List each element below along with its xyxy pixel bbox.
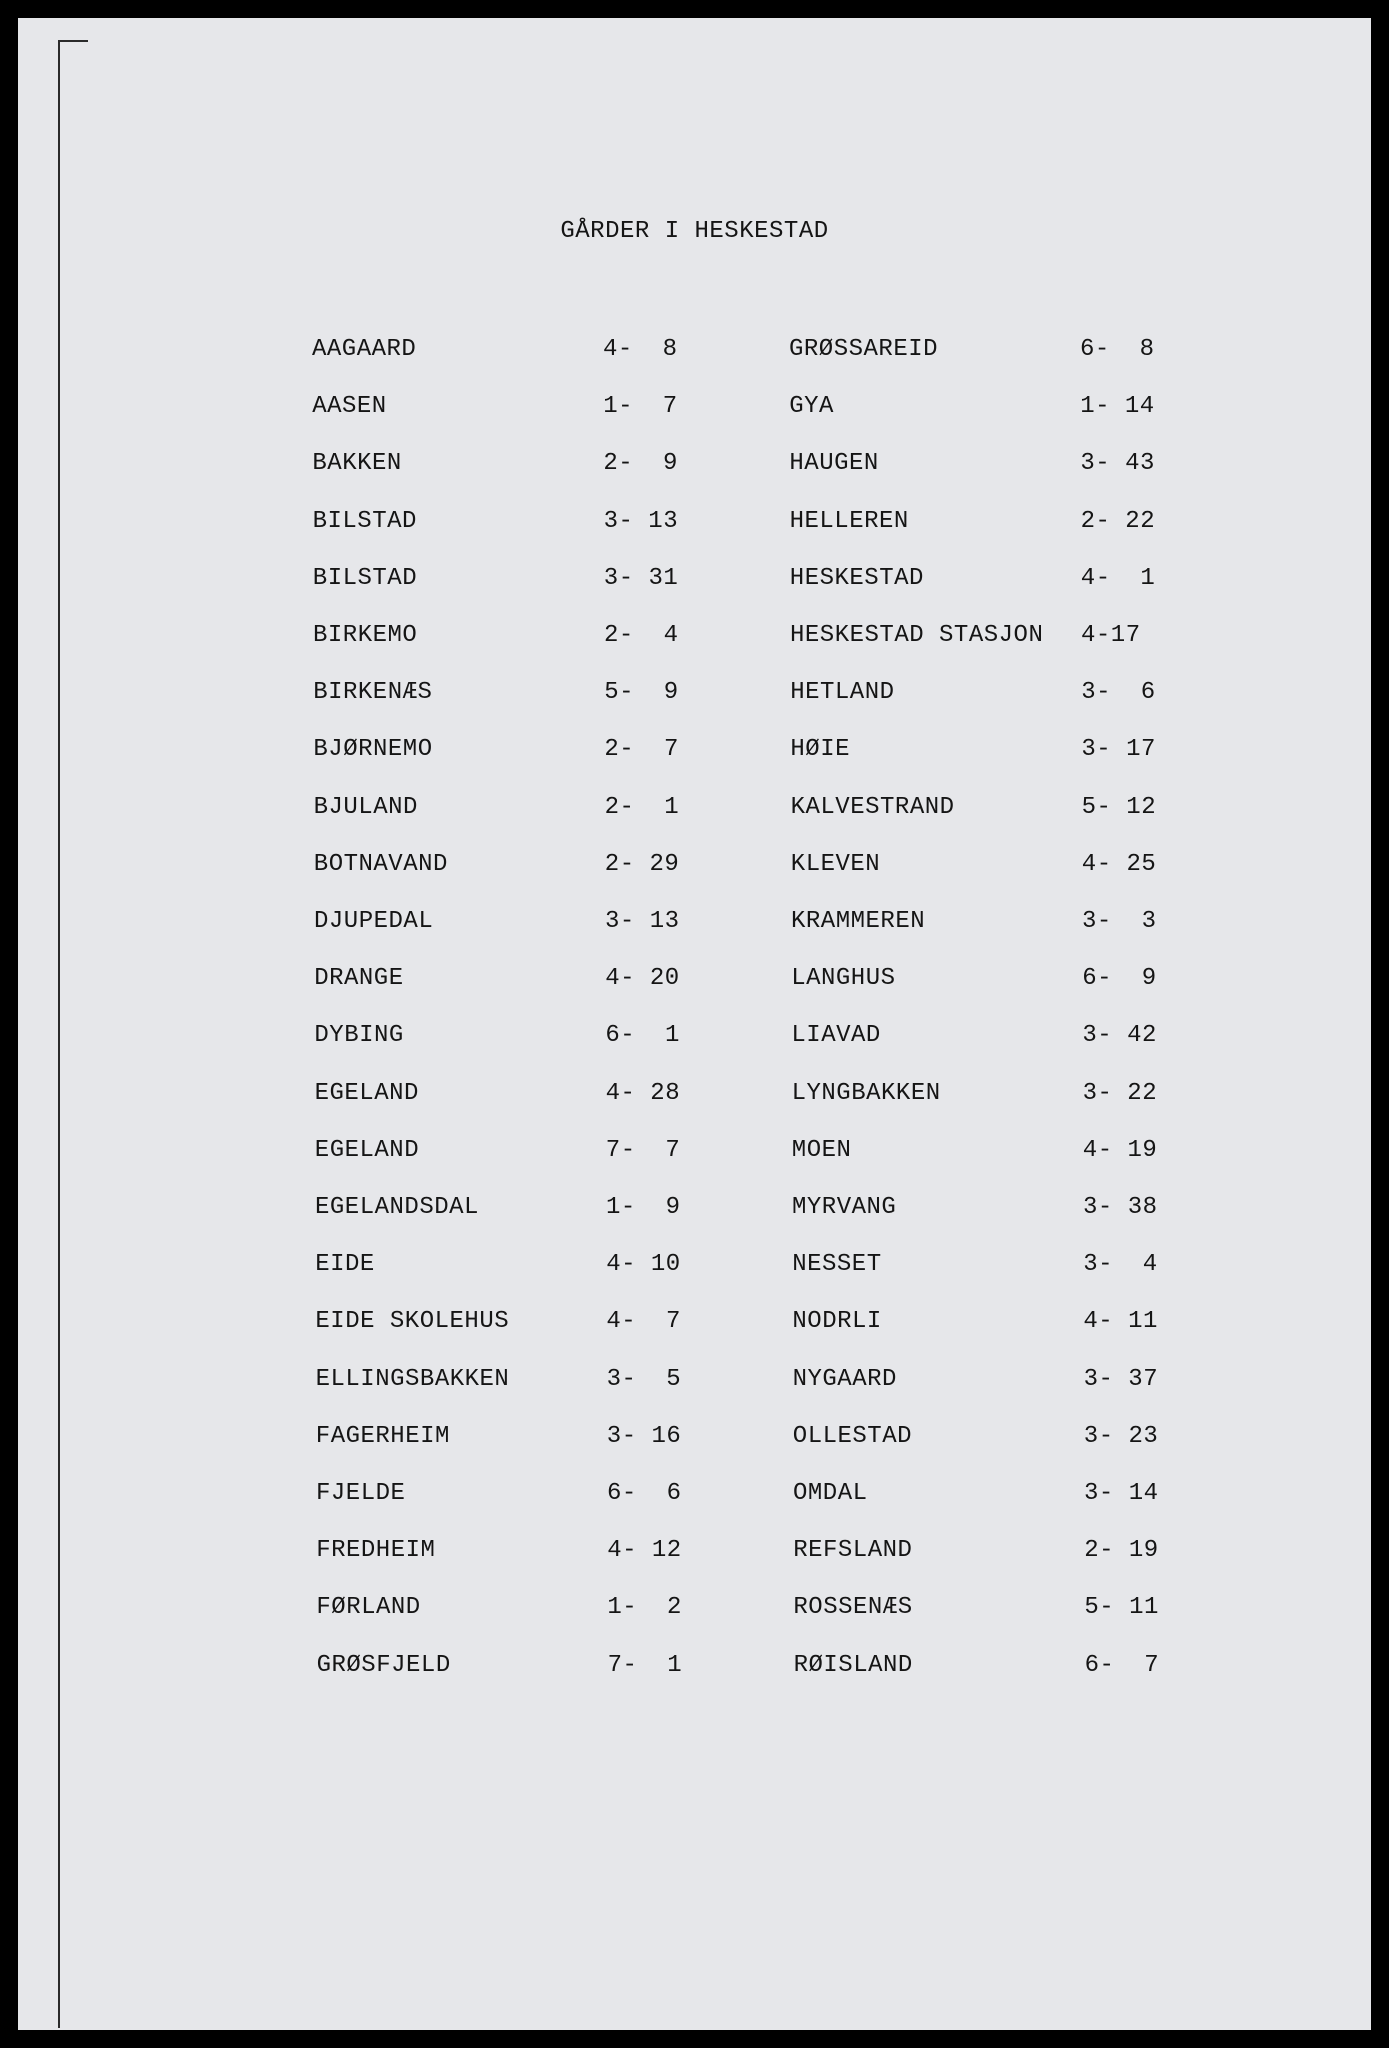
farm-reference-number: 1- 14: [1080, 393, 1155, 421]
farm-reference-number: 4- 12: [607, 1537, 682, 1565]
farm-reference-number: 3- 22: [1082, 1079, 1158, 1107]
farm-name: BIRKENÆS: [313, 679, 433, 707]
farm-name: EGELAND: [314, 1079, 419, 1107]
farm-reference-number: 4- 28: [605, 1079, 681, 1107]
farm-name: LANGHUS: [791, 965, 896, 993]
farm-reference-number: 4- 7: [606, 1308, 681, 1336]
farm-name: KLEVEN: [790, 850, 881, 878]
farm-reference-number: 4- 25: [1081, 850, 1157, 878]
farm-name: EIDE: [315, 1251, 375, 1279]
farm-reference-number: 2- 19: [1084, 1537, 1159, 1565]
farm-reference-number: 5- 11: [1084, 1594, 1159, 1622]
farm-reference-number: 4- 11: [1083, 1308, 1158, 1336]
farm-name: DYBING: [314, 1022, 404, 1050]
farm-name: FREDHEIM: [316, 1537, 436, 1565]
farm-reference-number: 3- 23: [1083, 1422, 1159, 1450]
farm-name: HELLEREN: [789, 507, 909, 535]
farm-reference-number: 2- 7: [604, 736, 679, 764]
farm-reference-number: 3- 37: [1083, 1365, 1159, 1393]
farm-name: LYNGBAKKEN: [791, 1079, 941, 1107]
farm-reference-number: 2- 9: [603, 450, 678, 478]
farm-reference-number: 1- 9: [606, 1194, 681, 1221]
farm-reference-number: 5- 12: [1081, 793, 1157, 821]
farm-name: BJULAND: [313, 793, 418, 821]
farm-name: NESSET: [792, 1251, 882, 1279]
farm-name: HETLAND: [790, 679, 895, 707]
farm-reference-number: 3- 3: [1082, 908, 1157, 935]
farm-name: EIDE SKOLEHUS: [315, 1308, 510, 1336]
farm-reference-number: 4- 1: [1080, 564, 1156, 592]
page-left-edge-line: [58, 40, 60, 2028]
farm-reference-number: 3- 5: [606, 1365, 682, 1393]
farm-reference-number: 3- 16: [606, 1422, 682, 1450]
farm-reference-number: 7- 1: [607, 1651, 683, 1679]
farm-name: GRØSSAREID: [789, 336, 939, 363]
farm-reference-number: 4- 20: [605, 965, 680, 993]
farm-name: KRAMMEREN: [791, 908, 926, 935]
farm-reference-number: 5- 9: [604, 679, 679, 707]
farm-reference-number: 3- 38: [1083, 1194, 1158, 1221]
farm-name: MOEN: [791, 1136, 852, 1164]
farm-reference-number: 3- 13: [603, 507, 679, 535]
farm-name: EGELANDSDAL: [315, 1194, 479, 1221]
farm-name: FØRLAND: [316, 1594, 421, 1622]
farm-name: LIAVAD: [791, 1022, 881, 1050]
farm-reference-number: 3- 13: [605, 908, 680, 935]
farm-reference-number: 2- 22: [1080, 507, 1156, 535]
farm-name: FJELDE: [316, 1480, 406, 1507]
page-title: GÅRDER I HESKESTAD: [560, 218, 829, 245]
farm-reference-number: 3- 43: [1080, 450, 1155, 478]
farm-reference-number: 3- 4: [1083, 1251, 1158, 1279]
farm-reference-number: 3- 14: [1084, 1480, 1159, 1507]
farm-reference-number: 2- 4: [604, 622, 679, 649]
farm-name: DJUPEDAL: [314, 908, 434, 935]
farm-name: ROSSENÆS: [793, 1594, 913, 1622]
farm-reference-number: 6- 7: [1084, 1651, 1160, 1679]
farm-name: MYRVANG: [792, 1194, 897, 1221]
farm-name: AASEN: [312, 393, 387, 421]
farm-reference-number: 2- 29: [604, 850, 680, 878]
farm-reference-number: 4-17: [1081, 622, 1141, 649]
farm-name: BILSTAD: [312, 507, 417, 535]
farm-name: NODRLI: [792, 1308, 882, 1336]
farm-reference-number: 6- 6: [607, 1480, 682, 1507]
page-top-corner-mark: [58, 40, 88, 42]
farm-name: OLLESTAD: [792, 1422, 913, 1450]
farm-name: HAUGEN: [789, 450, 879, 478]
farm-reference-number: 1- 7: [603, 393, 678, 421]
farm-name: REFSLAND: [793, 1537, 913, 1565]
farm-name: AAGAARD: [312, 336, 417, 363]
farm-reference-number: 6- 1: [605, 1022, 680, 1050]
farm-reference-number: 4- 10: [606, 1251, 681, 1279]
farm-reference-number: 4- 8: [603, 336, 678, 363]
farm-reference-number: 3- 6: [1081, 679, 1156, 707]
farm-name: FAGERHEIM: [315, 1422, 450, 1450]
farm-name: HESKESTAD STASJON: [790, 622, 1044, 649]
farm-reference-number: 6- 9: [1082, 965, 1157, 993]
farm-reference-number: 7- 7: [605, 1136, 681, 1164]
farm-reference-number: 2- 1: [604, 793, 680, 821]
farm-reference-number: 6- 8: [1080, 336, 1155, 363]
farm-name: BIRKEMO: [313, 622, 418, 649]
farm-name: BJØRNEMO: [313, 736, 433, 764]
farm-name: OMDAL: [793, 1480, 868, 1507]
farm-name: DRANGE: [314, 965, 404, 993]
farm-name: GRØSFJELD: [316, 1651, 451, 1679]
farm-name: ELLINGSBAKKEN: [315, 1365, 510, 1393]
farm-name: KALVESTRAND: [790, 793, 955, 821]
farm-name: NYGAARD: [792, 1365, 897, 1393]
farm-name: HØIE: [790, 736, 850, 764]
farm-reference-number: 3- 31: [603, 564, 679, 592]
document-page: [18, 18, 1371, 2030]
farm-reference-number: 4- 19: [1082, 1136, 1158, 1164]
farm-name: BAKKEN: [312, 450, 402, 478]
farm-reference-number: 3- 42: [1082, 1022, 1157, 1050]
farm-name: RØISLAND: [793, 1651, 913, 1679]
farm-name: BOTNAVAND: [313, 850, 448, 878]
farm-reference-number: 1- 2: [607, 1594, 682, 1622]
farm-reference-number: 3- 17: [1081, 736, 1156, 764]
farm-name: HESKESTAD: [789, 564, 924, 592]
farm-name: GYA: [789, 393, 834, 421]
farm-name: BILSTAD: [312, 564, 418, 592]
farm-name: EGELAND: [314, 1136, 420, 1164]
